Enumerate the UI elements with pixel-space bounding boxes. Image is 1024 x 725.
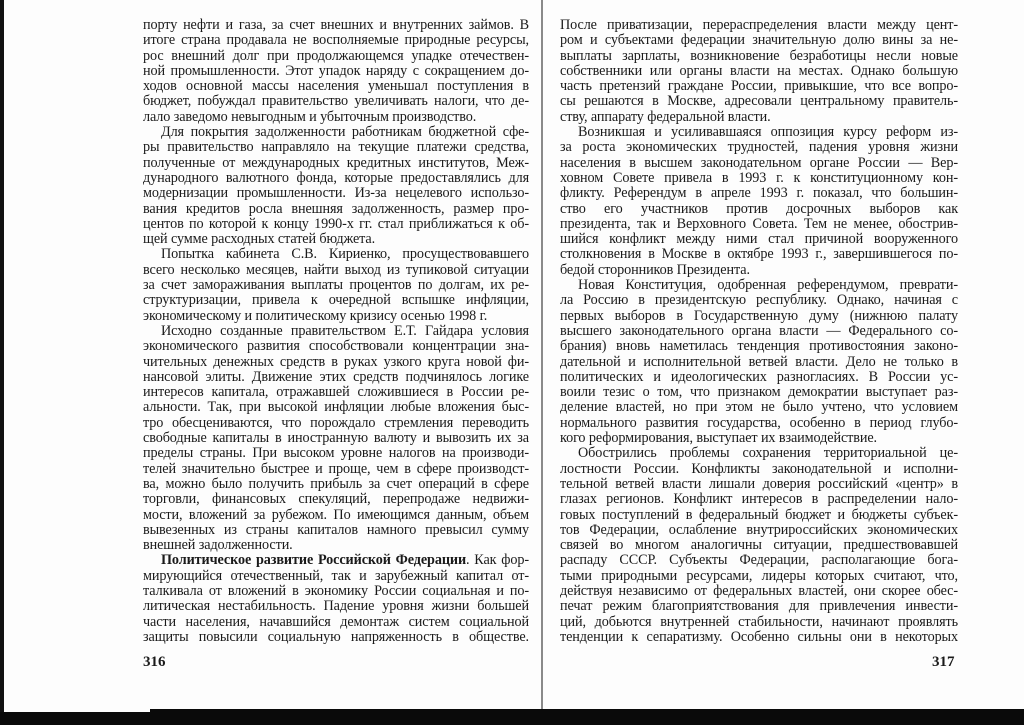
- line-text: ры правительство направляло на текущие платежи средства,: [143, 139, 529, 156]
- line-text: ла Россию в президентскую республику. Однако, начиная с: [560, 292, 958, 309]
- line-text: тельной ветвей власти лишали доверия российский «центр» в: [560, 475, 958, 492]
- text-line: [143, 94, 529, 109]
- page-right-text: [560, 18, 958, 645]
- line-text: торговли, финансовых спекуляций, перепродаже недвижи-: [143, 491, 529, 508]
- text-line: [560, 247, 958, 262]
- line-text: полученные от международных кредитных институтов, Меж-: [143, 154, 529, 171]
- line-text: щей сумме расходных статей бюджета.: [143, 231, 376, 248]
- text-line: [560, 49, 958, 64]
- line-text: нансовой элиты. Движение этих средств подчинялось логике: [143, 368, 529, 385]
- line-text: бюджет, побуждал правительство увеличивать налоги, что де-: [143, 93, 529, 110]
- line-text: ций, добьются внутренней стабильности, начинают проявлять: [560, 613, 958, 630]
- line-text: нормального развития государства, особенно в период глубо-: [560, 414, 958, 431]
- line-text: первых выборов в Государственную думу (нижнюю палату: [560, 307, 958, 324]
- line-text: сы решаются в Москве, адресовали центральному правитель-: [560, 93, 958, 110]
- line-text: ной промышленности. Этот упадок наряду с сокращением до-: [143, 62, 529, 79]
- line-text: чительных денежных средств в руках узкого круга новой фи-: [143, 353, 529, 370]
- text-line: [143, 293, 529, 308]
- line-text: тенденции к сепаратизму. Особенно сильны они в некоторых: [560, 628, 958, 645]
- line-text: Исходно созданные правительством Е.Т. Гайдара условия: [161, 322, 529, 339]
- text-line: [560, 462, 958, 477]
- line-text: ва, можно было получить прибыль за счет операций в сфере: [143, 475, 529, 492]
- page-number-right: 317: [932, 654, 955, 670]
- line-text: Новая Конституция, одобренная референдумом, преврати-: [578, 277, 958, 294]
- line-text: шийся конфликт между ними стал причиной вооруженного: [560, 231, 958, 248]
- text-line: [143, 508, 529, 523]
- line-text: говых поступлений в федеральный бюджет и бюджеты субъек-: [560, 506, 958, 523]
- line-text: мирующийся отечественный, так и зарубежный капитал от-: [143, 567, 529, 584]
- text-line: [560, 171, 958, 186]
- line-text: вания кредитов росла внешняя задолженность, размер про-: [143, 200, 529, 217]
- text-line: [143, 309, 529, 324]
- text-line: [143, 324, 529, 339]
- line-text: выплаты зарплаты, возникновение безработицы несли новые: [560, 47, 958, 64]
- text-line: [560, 64, 958, 79]
- line-text: глазах регионов. Конфликт интересов в распределении нало-: [560, 491, 958, 508]
- text-line: [560, 355, 958, 370]
- text-line: [560, 553, 958, 568]
- text-line: [143, 615, 529, 630]
- line-text: Попытка кабинета С.В. Кириенко, просуществовавшего: [161, 246, 529, 263]
- text-line: [560, 125, 958, 140]
- line-text: интересов капитала, отражавшей сложившиеся в России ре-: [143, 384, 529, 401]
- line-text: брания) вновь наметилась тенденция противостояния законо-: [560, 338, 958, 355]
- text-line: [560, 599, 958, 614]
- line-text: порту нефти и газа, за счет внешних и внутренних займов. В: [143, 17, 529, 33]
- scan-edge-left: [0, 0, 4, 725]
- text-line: [143, 171, 529, 186]
- line-text: лало заведомо невыгодным и убыточным производство.: [143, 108, 477, 125]
- line-text: структуризации, привела к очередной вспышке инфляции,: [143, 292, 529, 309]
- text-line: [143, 278, 529, 293]
- line-text: воили тезис о том, что признаком демократии выступает раз-: [560, 384, 958, 401]
- text-line: [560, 416, 958, 431]
- line-text: собственники или органы власти на местах. Однако большую: [560, 62, 958, 79]
- text-line: [560, 140, 958, 155]
- text-line: [560, 400, 958, 415]
- text-line: [143, 64, 529, 79]
- line-text: столкновения в Москве в октябре 1993 г., завершившегося по-: [560, 246, 958, 263]
- line-text: ству, аппарату федеральной власти.: [560, 108, 771, 125]
- text-line: [560, 18, 958, 33]
- line-text: талкивала от вложений в экономику России социальная и по-: [143, 582, 529, 599]
- text-line: [560, 278, 958, 293]
- section-heading: Политическое развитие Российской Федерации: [161, 552, 467, 569]
- text-line: [560, 569, 958, 584]
- line-text: Для покрытия задолженности работникам бюджетной сфе-: [161, 124, 529, 141]
- line-text: внешней задолженности.: [143, 537, 293, 554]
- page-number-left: 316: [143, 654, 166, 670]
- line-text: экономическому и политическому кризису осенью 1998 г.: [143, 307, 488, 324]
- line-text: рос внешний долг при продолжающемся упадке отечествен-: [143, 47, 529, 64]
- text-line: [560, 156, 958, 171]
- line-text: части населения, начавшийся демонтаж систем социальной: [143, 613, 529, 630]
- line-text: печат режим благоприятствования для привлечения инвести-: [560, 598, 958, 615]
- text-line: [560, 293, 958, 308]
- text-line: [560, 615, 958, 630]
- text-line: [143, 630, 529, 645]
- text-line: [143, 523, 529, 538]
- line-text: населения в высшем законодательном органе России — Вер-: [560, 154, 958, 171]
- text-line: [143, 538, 529, 553]
- line-text: фликту. Референдум в апреле 1993 г. показал, что большин-: [560, 185, 958, 202]
- text-line: [560, 110, 958, 125]
- text-line: [143, 431, 529, 446]
- line-text: защиты повысили социальную напряженность в обществе.: [143, 628, 529, 645]
- text-line: [560, 324, 958, 339]
- text-line: [143, 110, 529, 125]
- text-line: [143, 263, 529, 278]
- text-line: [143, 446, 529, 461]
- line-text: . Как фор-: [466, 552, 529, 569]
- text-line: [560, 446, 958, 461]
- text-line: [560, 263, 958, 278]
- text-line: [143, 416, 529, 431]
- line-text: действуя независимо от федеральных властей, они скорее обес-: [560, 582, 958, 599]
- text-line: [143, 492, 529, 507]
- line-text: вывезенных из страны капиталов намного превысил сумму: [143, 521, 529, 538]
- text-line: [143, 202, 529, 217]
- text-line: [143, 462, 529, 477]
- scan-edge-bottom: [0, 712, 1024, 725]
- text-line: [143, 125, 529, 140]
- text-line: [143, 247, 529, 262]
- text-line: [560, 79, 958, 94]
- line-text: свободные капиталы в иностранную валюту и вывозить их за: [143, 430, 529, 447]
- text-line: [143, 584, 529, 599]
- text-line: [143, 140, 529, 155]
- text-line: [560, 431, 958, 446]
- text-line: [560, 508, 958, 523]
- line-text: тов Федерации, ослабление внутрироссийских экономических: [560, 521, 958, 538]
- line-text: Обострились проблемы сохранения территориальной це-: [578, 445, 958, 462]
- line-text: альности. Так, при высокой инфляции любые вложения быс-: [143, 399, 529, 416]
- line-text: связей во многом аналогичны ситуации, предшествовавшей: [560, 537, 958, 554]
- text-line: [560, 630, 958, 645]
- text-line: [143, 385, 529, 400]
- line-text: часть претензий граждане России, привыкшие, что все вопро-: [560, 78, 958, 95]
- text-line: [143, 400, 529, 415]
- line-text: дательной и исполнительной ветвей власти. Дело не только в: [560, 353, 958, 370]
- text-line: [560, 232, 958, 247]
- text-line: [143, 49, 529, 64]
- line-text: ховном Совете привела в 1993 г. к конституционному кон-: [560, 169, 958, 186]
- line-text: Возникшая и усиливавшаяся оппозиция курсу реформ из-: [578, 124, 958, 141]
- line-text: телей значительно быстрее и проще, чем в сфере производст-: [143, 460, 529, 477]
- line-text: ство его участников против досрочных выборов как: [560, 200, 958, 217]
- line-text: модернизации промышленности. Из-за нецелевого использо-: [143, 185, 529, 202]
- text-line: [143, 477, 529, 492]
- line-text: итоге страна продавала не восполняемые природные ресурсы,: [143, 32, 529, 49]
- line-text: экономического развития способствовали концентрации зна-: [143, 338, 529, 355]
- line-text: дународного валютного фонда, которые предоставлялись для: [143, 169, 529, 186]
- line-text: центов по которой к концу 1990-х гг. стал приближаться к об-: [143, 215, 529, 232]
- text-line: [143, 156, 529, 171]
- text-line: [143, 232, 529, 247]
- line-text: президента, так и Верховного Совета. Тем не менее, обострив-: [560, 215, 958, 232]
- text-line: [143, 599, 529, 614]
- line-text: ходов основной массы населения уменьшал поступления в: [143, 78, 529, 95]
- text-line: [143, 79, 529, 94]
- text-line: [143, 553, 529, 568]
- text-line: [143, 370, 529, 385]
- line-text: всего несколько месяцев, найти выход из тупиковой ситуации: [143, 261, 529, 278]
- line-text: тыми природными ресурсами, лидеры которых считают, что,: [560, 567, 958, 584]
- line-text: лостности России. Конфликты законодательной и исполни-: [560, 460, 958, 477]
- text-line: [143, 569, 529, 584]
- text-line: [560, 538, 958, 553]
- text-line: [560, 370, 958, 385]
- text-line: [560, 309, 958, 324]
- text-line: [560, 492, 958, 507]
- line-text: распаду СССР. Субъекты Федерации, располагающие бога-: [560, 552, 958, 569]
- page-left-text: [143, 18, 529, 645]
- text-line: [560, 186, 958, 201]
- text-line: [560, 33, 958, 48]
- text-line: [560, 385, 958, 400]
- line-text: мости, вложений за рубежом. По имеющимся данным, объем: [143, 506, 529, 523]
- line-text: бедой сторонников Президента.: [560, 261, 750, 278]
- line-text: политических и идеологических разногласиях. В России ус-: [560, 368, 958, 385]
- line-text: деление властей, но при этом не было учтено, что условием: [560, 399, 958, 416]
- line-text: кого реформирования, выступает их взаимодействие.: [560, 430, 877, 447]
- line-text: тро обесцениваются, что порождало стремления переводить: [143, 414, 529, 431]
- text-line: [143, 217, 529, 232]
- line-text: за роста экономических трудностей, падения уровня жизни: [560, 139, 958, 156]
- line-text: пределы страны. При высоком уровне налогов на производи-: [143, 445, 529, 462]
- text-line: [143, 186, 529, 201]
- text-line: [560, 523, 958, 538]
- text-line: [143, 18, 529, 33]
- text-line: [560, 202, 958, 217]
- line-text: высшего законодательного органа власти — Федерального со-: [560, 322, 958, 339]
- text-line: [560, 217, 958, 232]
- line-text: литическая нестабильность. Падение уровня жизни большей: [143, 598, 529, 615]
- line-text: ром и субъектами федерации значительную долю вины за не-: [560, 32, 958, 49]
- line-text: за счет замораживания выплаты процентов по долгам, их ре-: [143, 277, 529, 294]
- text-line: [143, 339, 529, 354]
- text-line: [560, 477, 958, 492]
- text-line: [143, 355, 529, 370]
- book-gutter: [541, 0, 543, 712]
- text-line: [143, 33, 529, 48]
- text-line: [560, 339, 958, 354]
- text-line: [560, 94, 958, 109]
- line-text: После приватизации, перераспределения власти между цент-: [560, 17, 958, 33]
- text-line: [560, 584, 958, 599]
